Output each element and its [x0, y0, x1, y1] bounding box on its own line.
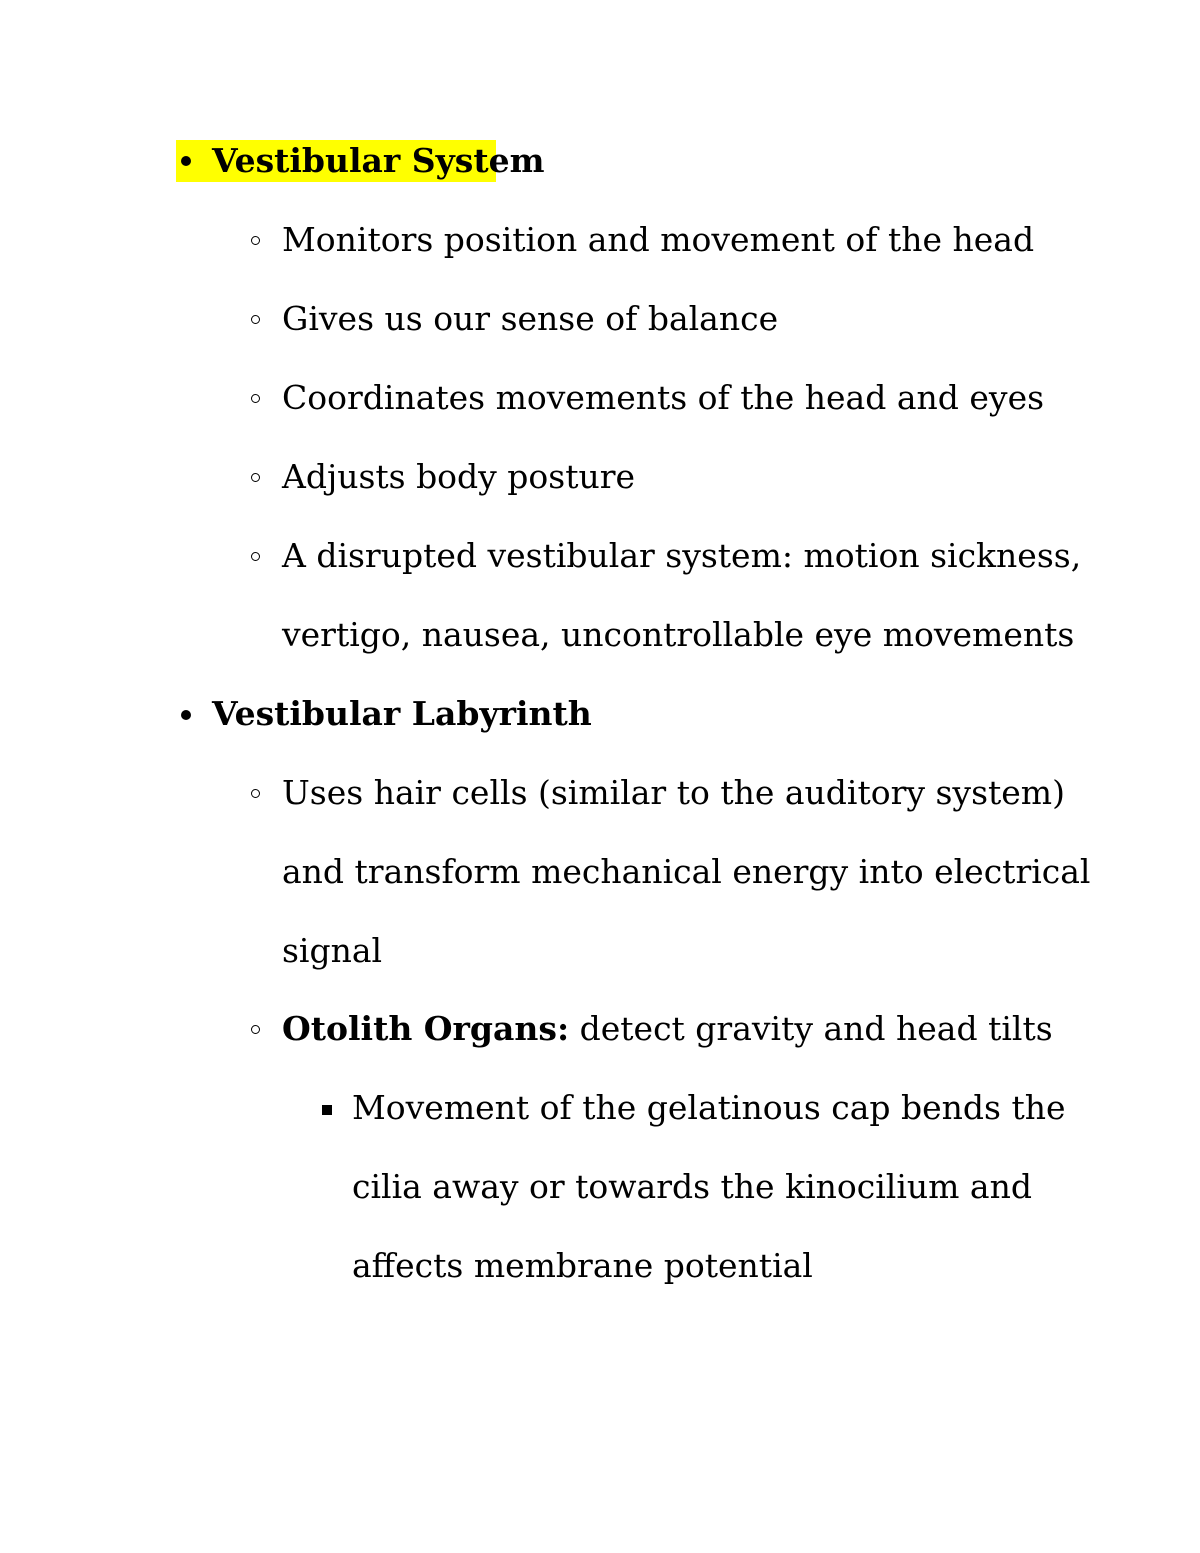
list-item: Adjusts body posture — [282, 457, 636, 496]
circle-bullet-icon — [251, 394, 260, 403]
sublist-item-line: affects membrane potential — [352, 1246, 813, 1285]
list-item: Monitors position and movement of the head — [282, 220, 1035, 259]
circle-bullet-icon — [251, 552, 260, 561]
list-item-line: and transform mechanical energy into electrical — [282, 852, 1091, 891]
list-item: Gives us our sense of balance — [282, 299, 779, 338]
list-item — [282, 1009, 1053, 1049]
sublist-item-line: Movement of the gelatinous cap bends the — [352, 1088, 1066, 1127]
list-item-line: vertigo, nausea, uncontrollable eye movements — [282, 615, 1075, 654]
square-bullet-icon — [322, 1105, 332, 1115]
circle-bullet-icon — [251, 315, 260, 324]
circle-bullet-icon — [251, 473, 260, 482]
list-item-line: Uses hair cells (similar to the auditory system) — [282, 773, 1065, 812]
term-definition: detect gravity and head tilts — [569, 1009, 1053, 1048]
disc-bullet-icon — [181, 156, 191, 166]
term-otolith-organs: Otolith Organs: — [282, 1009, 570, 1048]
circle-bullet-icon — [251, 236, 260, 245]
list-item-line: signal — [282, 931, 383, 970]
circle-bullet-icon — [251, 1025, 260, 1034]
section-heading-vestibular-labyrinth: Vestibular Labyrinth — [212, 694, 592, 733]
section-heading-vestibular-system: Vestibular System — [212, 141, 545, 180]
sublist-item-line: cilia away or towards the kinocilium and — [352, 1167, 1032, 1206]
disc-bullet-icon — [181, 710, 191, 720]
list-item: Coordinates movements of the head and eyes — [282, 378, 1045, 417]
circle-bullet-icon — [251, 789, 260, 798]
list-item-line: A disrupted vestibular system: motion sickness, — [282, 536, 1082, 575]
